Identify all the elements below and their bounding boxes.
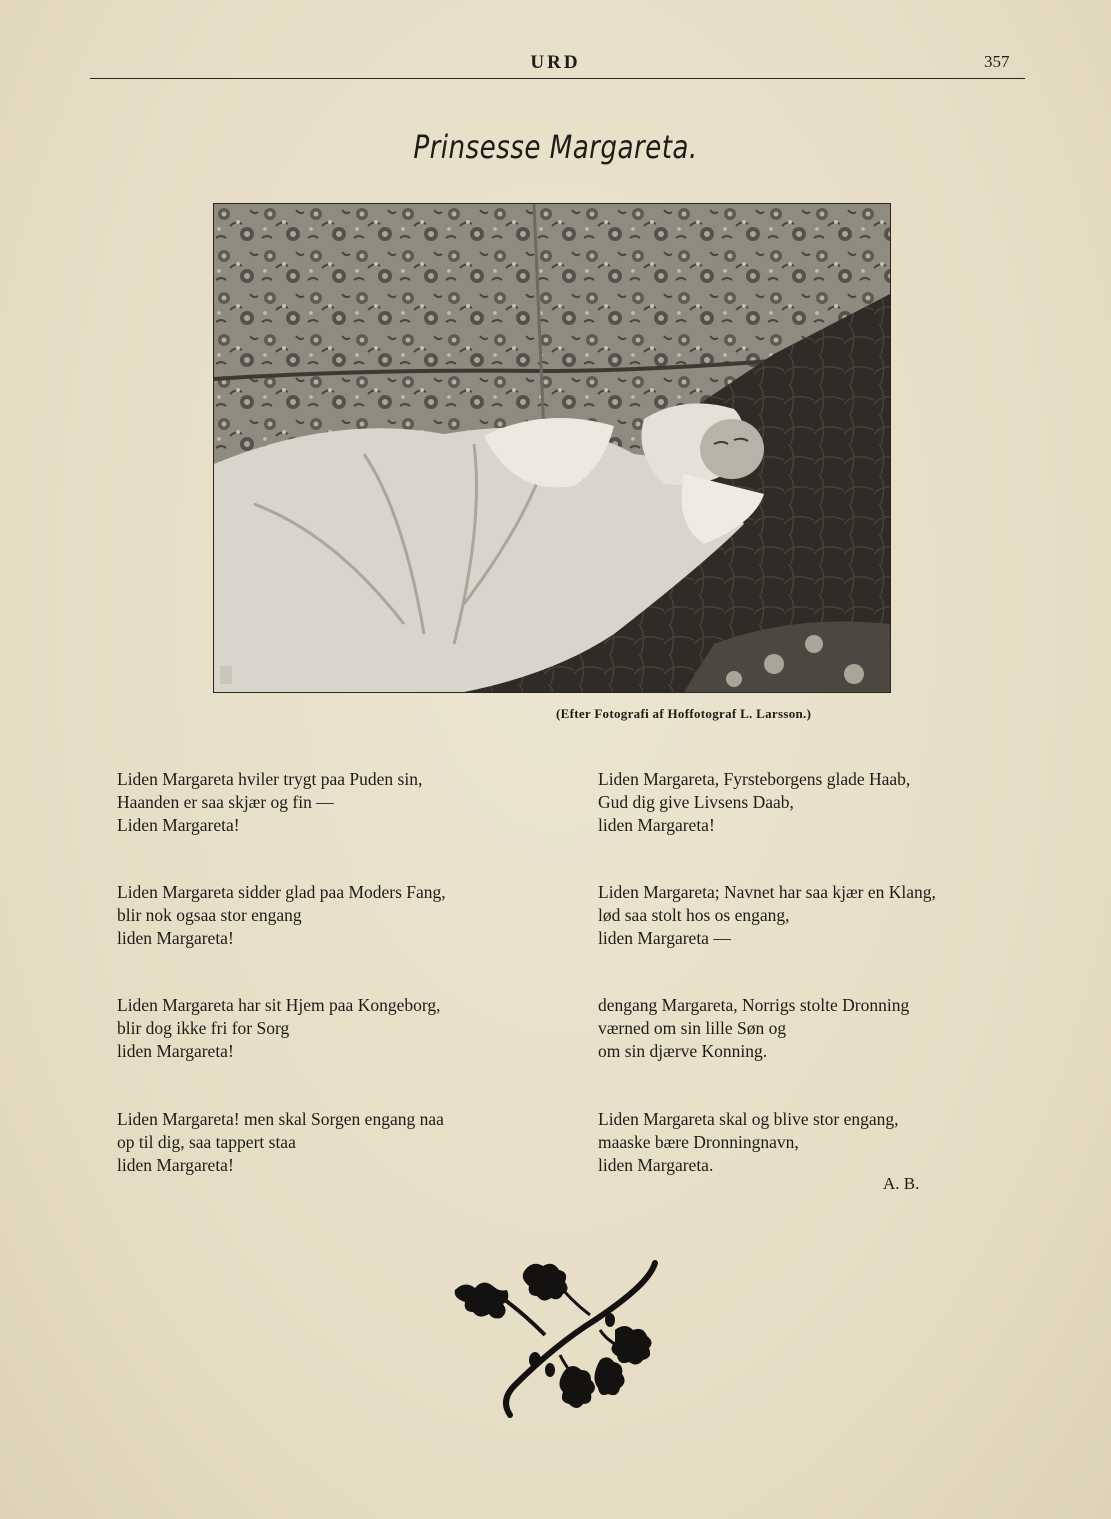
- photograph-of-infant-icon: [214, 204, 890, 692]
- poem-line: blir nok ogsaa stor engang: [117, 905, 302, 925]
- poem-line: Haanden er saa skjær og fin —: [117, 792, 334, 812]
- poem-line: om sin djærve Konning.: [598, 1041, 768, 1061]
- poem-line: værned om sin lille Søn og: [598, 1018, 787, 1038]
- stanza: [117, 768, 422, 837]
- poem-line: Liden Margareta, Fyrsteborgens glade Haab,: [598, 769, 911, 789]
- stanza: [117, 1108, 444, 1177]
- poem-line: maaske bære Dronningnavn,: [598, 1132, 799, 1152]
- poem-line: dengang Margareta, Norrigs stolte Dronning: [598, 995, 910, 1015]
- poem-line: blir dog ikke fri for Sorg: [117, 1018, 290, 1038]
- stanza: [598, 994, 909, 1063]
- poem-line: Liden Margareta! men skal Sorgen engang naa: [117, 1109, 444, 1129]
- stanza: [598, 881, 936, 950]
- photograph: [213, 203, 891, 693]
- poem-line: Liden Margareta sidder glad paa Moders Fang,: [117, 882, 446, 902]
- stanza: [117, 881, 446, 950]
- author-signature: A. B.: [883, 1174, 920, 1193]
- poem-line: lød saa stolt hos os engang,: [598, 905, 790, 925]
- poem-line: liden Margareta!: [117, 928, 234, 948]
- page-number: 357: [984, 52, 1010, 71]
- poem-line: liden Margareta.: [598, 1155, 714, 1175]
- poem-right-column: [598, 768, 1028, 1188]
- poem-line: liden Margareta!: [117, 1041, 234, 1061]
- stanza: [117, 994, 441, 1063]
- stanza: [598, 1108, 899, 1177]
- header-rule: [90, 78, 1025, 79]
- poem-line: Liden Margareta; Navnet har saa kjær en Klang,: [598, 882, 936, 902]
- running-header-title: URD: [530, 52, 581, 73]
- poem-line: op til dig, saa tappert staa: [117, 1132, 296, 1152]
- poem-line: Liden Margareta!: [117, 815, 240, 835]
- poem-line: Liden Margareta hviler trygt paa Puden sin,: [117, 769, 423, 789]
- article-title: Prinsesse Margareta.: [413, 128, 698, 166]
- poem-line: liden Margareta —: [598, 928, 731, 948]
- poem-line: Gud dig give Livsens Daab,: [598, 792, 794, 812]
- poem-line: liden Margareta!: [117, 1155, 234, 1175]
- poem-left-column: [117, 768, 547, 1188]
- poem-line: Liden Margareta har sit Hjem paa Kongeborg,: [117, 995, 441, 1015]
- poem-line: liden Margareta!: [598, 815, 715, 835]
- photo-caption: (Efter Fotografi af Hoffotograf L. Larsson.): [556, 706, 812, 721]
- stanza: [598, 768, 910, 837]
- oak-branch-ornament-icon: [450, 1260, 665, 1420]
- poem-line: Liden Margareta skal og blive stor engang,: [598, 1109, 899, 1129]
